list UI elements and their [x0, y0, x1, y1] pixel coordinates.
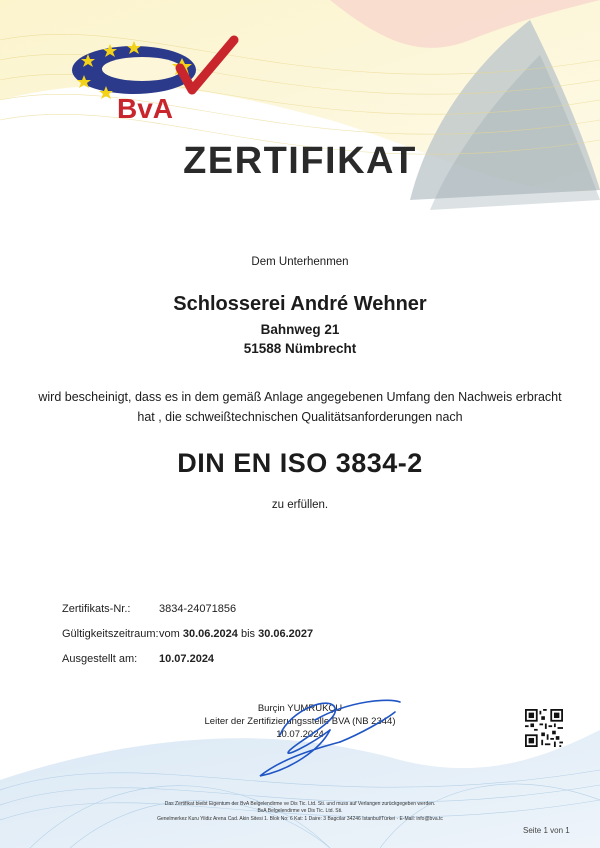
validity-to-word: bis	[240, 628, 256, 640]
qr-code[interactable]	[525, 709, 563, 747]
validity-from-date: 30.06.2024	[182, 628, 238, 640]
validity-value	[159, 628, 313, 640]
statement-closing: zu erfüllen.	[271, 499, 329, 511]
company-city: 51588 Nümbrecht	[243, 341, 357, 356]
validity-to-date: 30.06.2027	[258, 628, 314, 640]
company-name: Schlosserei André Wehner	[173, 293, 427, 315]
signatory-name: Burçin YUMRUKÇU	[257, 703, 343, 714]
standard-name: DIN EN ISO 3834-2	[177, 448, 423, 478]
signatory-role: Leiter der Zertifizierungsstelle BVA (NB 2344)	[204, 716, 396, 727]
logo-text: BvA	[117, 93, 174, 124]
bva-logo	[62, 30, 252, 130]
footer-address: Genelmerkez Kuru Yildiz Arena Cad. Akin Sitesi 1. Blok No: 6 Kat: 1 Daire: 3 Bagcilar 34246 Istanbul/Türkei · E-Mail: info@bva.tc	[157, 816, 443, 822]
validity-label: Gültigkeitszeitraum:	[62, 628, 159, 640]
issued-value	[159, 653, 214, 665]
footer-ownership-note: Das Zertifikat bleibt Eigentum der BvA Belgelendirme ve Dis Tic. Ltd. Sti. und muss auf Verlangen zurückgegeben werden.	[164, 801, 436, 807]
issued-date: 10.07.2024	[159, 653, 215, 665]
statement-line-2: hat , die schweißtechnischen Qualitätsanforderungen nach	[137, 410, 463, 424]
issued-label: Ausgestellt am:	[62, 653, 138, 665]
page-number: Seite 1 von 1	[523, 826, 570, 835]
svg-text:®: ®	[230, 37, 236, 44]
recipient-intro: Dem Unterhenmen	[251, 256, 349, 268]
statement-text	[0, 387, 600, 427]
handwritten-signature	[220, 690, 410, 780]
validity-from-word: vom	[159, 628, 180, 640]
certificate-title: ZERTIFIKAT	[183, 140, 417, 182]
statement-line-1: wird bescheinigt, dass es in dem gemäß Anlage angegebenen Umfang den Nachweis erbracht	[38, 390, 562, 404]
cert-number-label: Zertifikats-Nr.:	[62, 603, 131, 615]
cert-number-value: 3834-24071856	[159, 603, 237, 615]
signature-date: 10.07.2024	[276, 729, 324, 740]
company-street: Bahnweg 21	[260, 322, 340, 337]
footer-company: BvA Belgelendirme ve Dis Tic. Ltd. Sti.	[257, 808, 343, 814]
